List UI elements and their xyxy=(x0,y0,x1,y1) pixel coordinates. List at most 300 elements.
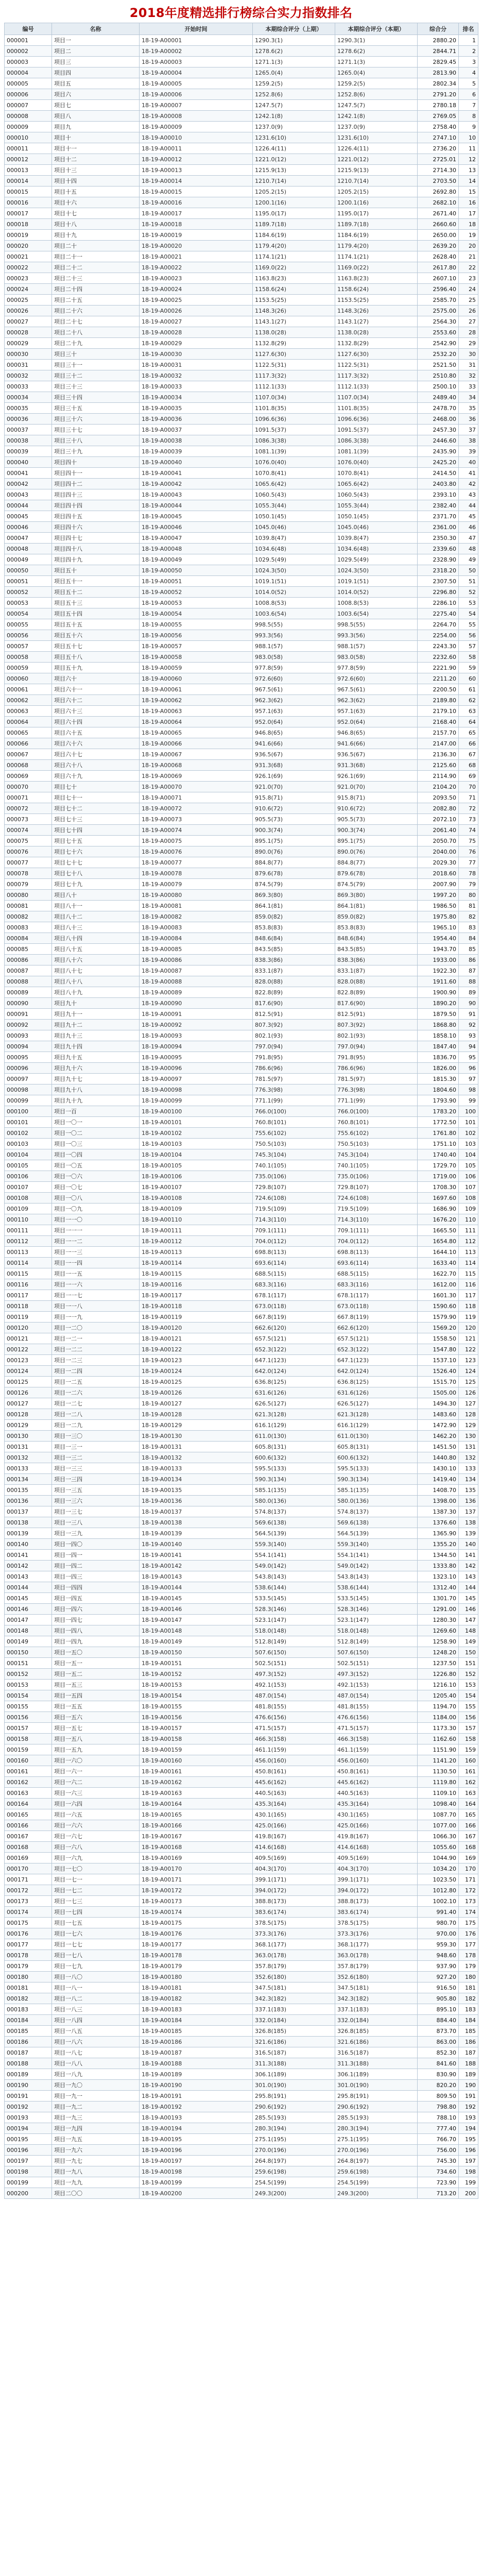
cell-metric2: 1127.6(30) xyxy=(335,349,418,360)
cell-rank: 137 xyxy=(459,1506,478,1517)
cell-metric2: 518.0(148) xyxy=(335,1625,418,1636)
cell-date: 18-19-A00016 xyxy=(140,197,253,208)
cell-name: 项目三十三 xyxy=(52,381,140,392)
cell-score: 1793.90 xyxy=(418,1095,459,1106)
cell-metric1: 781.5(97) xyxy=(253,1074,335,1084)
cell-score: 1472.90 xyxy=(418,1420,459,1431)
cell-date: 18-19-A00182 xyxy=(140,1993,253,2004)
cell-name: 项目五 xyxy=(52,78,140,89)
cell-metric1: 1112.1(33) xyxy=(253,381,335,392)
cell-metric1: 874.5(79) xyxy=(253,879,335,890)
table-row xyxy=(5,1669,478,1680)
table-row xyxy=(5,349,478,360)
cell-metric1: 404.3(170) xyxy=(253,1863,335,1874)
cell-metric2: 1101.8(35) xyxy=(335,403,418,414)
cell-name: 项目八十八 xyxy=(52,976,140,987)
cell-metric2: 1231.6(10) xyxy=(335,132,418,143)
cell-name: 项目一六一 xyxy=(52,1766,140,1777)
cell-score: 1258.90 xyxy=(418,1636,459,1647)
cell-score: 1205.40 xyxy=(418,1690,459,1701)
cell-code: 000137 xyxy=(5,1506,52,1517)
cell-code: 000020 xyxy=(5,241,52,251)
cell-metric2: 936.5(67) xyxy=(335,749,418,760)
cell-score: 1098.40 xyxy=(418,1799,459,1809)
cell-date: 18-19-A00198 xyxy=(140,2166,253,2177)
cell-date: 18-19-A00134 xyxy=(140,1474,253,1485)
cell-date: 18-19-A00084 xyxy=(140,933,253,944)
table-row xyxy=(5,1972,478,1982)
cell-score: 2189.80 xyxy=(418,695,459,706)
cell-score: 1440.80 xyxy=(418,1452,459,1463)
cell-code: 000037 xyxy=(5,425,52,435)
cell-date: 18-19-A00104 xyxy=(140,1149,253,1160)
cell-rank: 62 xyxy=(459,695,478,706)
cell-name: 项目一三七 xyxy=(52,1506,140,1517)
cell-rank: 148 xyxy=(459,1625,478,1636)
cell-metric2: 311.3(188) xyxy=(335,2058,418,2069)
cell-score: 1858.10 xyxy=(418,1030,459,1041)
cell-metric1: 838.3(86) xyxy=(253,955,335,965)
cell-code: 000107 xyxy=(5,1182,52,1193)
cell-metric2: 1184.6(19) xyxy=(335,230,418,241)
cell-rank: 142 xyxy=(459,1561,478,1571)
cell-rank: 23 xyxy=(459,273,478,284)
cell-rank: 92 xyxy=(459,1020,478,1030)
cell-name: 项目一〇二 xyxy=(52,1128,140,1139)
table-row xyxy=(5,1485,478,1496)
table-row xyxy=(5,846,478,857)
cell-name: 项目一八〇 xyxy=(52,1972,140,1982)
cell-rank: 192 xyxy=(459,2102,478,2112)
cell-date: 18-19-A00073 xyxy=(140,814,253,825)
cell-code: 000071 xyxy=(5,792,52,803)
cell-metric1: 864.1(81) xyxy=(253,901,335,911)
cell-metric2: 864.1(81) xyxy=(335,901,418,911)
cell-name: 项目六十九 xyxy=(52,771,140,782)
table-row xyxy=(5,1550,478,1561)
cell-name: 项目一二九 xyxy=(52,1420,140,1431)
cell-name: 项目一九七 xyxy=(52,2156,140,2166)
cell-code: 000191 xyxy=(5,2091,52,2102)
cell-name: 项目一四五 xyxy=(52,1593,140,1604)
cell-rank: 132 xyxy=(459,1452,478,1463)
cell-name: 项目二十七 xyxy=(52,316,140,327)
cell-name: 项目三十五 xyxy=(52,403,140,414)
cell-metric1: 895.1(75) xyxy=(253,836,335,846)
cell-metric1: 559.3(140) xyxy=(253,1539,335,1550)
cell-score: 1355.20 xyxy=(418,1539,459,1550)
cell-score: 2489.40 xyxy=(418,392,459,403)
cell-date: 18-19-A00059 xyxy=(140,663,253,673)
cell-score: 1804.60 xyxy=(418,1084,459,1095)
cell-name: 项目一三八 xyxy=(52,1517,140,1528)
cell-score: 2082.80 xyxy=(418,803,459,814)
table-row xyxy=(5,1734,478,1744)
cell-name: 项目一八五 xyxy=(52,2026,140,2037)
cell-metric2: 285.5(193) xyxy=(335,2112,418,2123)
cell-rank: 84 xyxy=(459,933,478,944)
cell-metric2: 673.0(118) xyxy=(335,1301,418,1312)
cell-date: 18-19-A00003 xyxy=(140,57,253,67)
cell-name: 项目一四七 xyxy=(52,1615,140,1625)
cell-metric1: 662.6(120) xyxy=(253,1323,335,1333)
cell-metric2: 1060.5(43) xyxy=(335,489,418,500)
table-row xyxy=(5,987,478,998)
cell-code: 000043 xyxy=(5,489,52,500)
cell-rank: 105 xyxy=(459,1160,478,1171)
cell-metric1: 456.0(160) xyxy=(253,1755,335,1766)
cell-metric2: 404.3(170) xyxy=(335,1863,418,1874)
cell-rank: 112 xyxy=(459,1236,478,1247)
cell-code: 000165 xyxy=(5,1809,52,1820)
table-row xyxy=(5,1788,478,1799)
cell-rank: 89 xyxy=(459,987,478,998)
cell-metric1: 1050.1(45) xyxy=(253,511,335,522)
cell-metric2: 884.8(77) xyxy=(335,857,418,868)
cell-rank: 195 xyxy=(459,2134,478,2145)
cell-metric2: 1065.6(42) xyxy=(335,479,418,489)
cell-name: 项目一四〇 xyxy=(52,1539,140,1550)
cell-code: 000013 xyxy=(5,165,52,176)
cell-metric1: 1143.1(27) xyxy=(253,316,335,327)
cell-code: 000177 xyxy=(5,1939,52,1950)
cell-code: 000145 xyxy=(5,1593,52,1604)
table-row xyxy=(5,251,478,262)
cell-metric2: 352.6(180) xyxy=(335,1972,418,1982)
cell-name: 项目一五七 xyxy=(52,1723,140,1734)
cell-code: 000159 xyxy=(5,1744,52,1755)
cell-date: 18-19-A00056 xyxy=(140,630,253,641)
cell-date: 18-19-A00199 xyxy=(140,2177,253,2188)
table-row xyxy=(5,1225,478,1236)
cell-metric1: 745.3(104) xyxy=(253,1149,335,1160)
table-row xyxy=(5,392,478,403)
cell-date: 18-19-A00151 xyxy=(140,1658,253,1669)
cell-date: 18-19-A00127 xyxy=(140,1398,253,1409)
cell-score: 1365.90 xyxy=(418,1528,459,1539)
cell-code: 000060 xyxy=(5,673,52,684)
table-row xyxy=(5,1863,478,1874)
cell-score: 1900.90 xyxy=(418,987,459,998)
cell-metric1: 616.1(129) xyxy=(253,1420,335,1431)
cell-metric2: 776.3(98) xyxy=(335,1084,418,1095)
cell-metric1: 1070.8(41) xyxy=(253,468,335,479)
cell-code: 000195 xyxy=(5,2134,52,2145)
table-row xyxy=(5,89,478,100)
cell-date: 18-19-A00115 xyxy=(140,1268,253,1279)
cell-date: 18-19-A00181 xyxy=(140,1982,253,1993)
cell-code: 000171 xyxy=(5,1874,52,1885)
cell-metric2: 1290.3(1) xyxy=(335,35,418,46)
cell-name: 项目二十六 xyxy=(52,306,140,316)
cell-score: 2553.60 xyxy=(418,327,459,338)
cell-date: 18-19-A00077 xyxy=(140,857,253,868)
cell-date: 18-19-A00146 xyxy=(140,1604,253,1615)
cell-metric1: 1163.8(23) xyxy=(253,273,335,284)
cell-name: 项目九十七 xyxy=(52,1074,140,1084)
cell-date: 18-19-A00125 xyxy=(140,1377,253,1387)
cell-date: 18-19-A00023 xyxy=(140,273,253,284)
table-row xyxy=(5,1128,478,1139)
cell-name: 项目四十八 xyxy=(52,544,140,554)
cell-score: 1526.40 xyxy=(418,1366,459,1377)
cell-date: 18-19-A00094 xyxy=(140,1041,253,1052)
cell-metric2: 895.1(75) xyxy=(335,836,418,846)
cell-score: 713.20 xyxy=(418,2188,459,2199)
cell-date: 18-19-A00168 xyxy=(140,1842,253,1853)
cell-code: 000035 xyxy=(5,403,52,414)
cell-score: 2414.50 xyxy=(418,468,459,479)
cell-code: 000174 xyxy=(5,1907,52,1918)
cell-rank: 144 xyxy=(459,1582,478,1593)
cell-name: 项目一七八 xyxy=(52,1950,140,1961)
table-row xyxy=(5,1896,478,1907)
cell-date: 18-19-A00118 xyxy=(140,1301,253,1312)
cell-code: 000109 xyxy=(5,1204,52,1214)
cell-code: 000114 xyxy=(5,1258,52,1268)
cell-score: 1505.00 xyxy=(418,1387,459,1398)
cell-rank: 187 xyxy=(459,2047,478,2058)
cell-code: 000031 xyxy=(5,360,52,370)
cell-metric2: 735.0(106) xyxy=(335,1171,418,1182)
cell-metric1: 1091.5(37) xyxy=(253,425,335,435)
cell-metric1: 476.6(156) xyxy=(253,1712,335,1723)
cell-name: 项目十七 xyxy=(52,208,140,219)
cell-metric1: 683.3(116) xyxy=(253,1279,335,1290)
cell-rank: 184 xyxy=(459,2015,478,2026)
cell-metric1: 481.8(155) xyxy=(253,1701,335,1712)
cell-name: 项目一四六 xyxy=(52,1604,140,1615)
cell-metric1: 549.0(142) xyxy=(253,1561,335,1571)
table-row xyxy=(5,1290,478,1301)
cell-metric2: 1158.6(24) xyxy=(335,284,418,295)
cell-code: 000132 xyxy=(5,1452,52,1463)
cell-rank: 173 xyxy=(459,1896,478,1907)
cell-date: 18-19-A00060 xyxy=(140,673,253,684)
cell-metric2: 1252.8(6) xyxy=(335,89,418,100)
cell-metric1: 347.5(181) xyxy=(253,1982,335,1993)
table-row xyxy=(5,1582,478,1593)
cell-rank: 83 xyxy=(459,922,478,933)
cell-metric2: 388.8(173) xyxy=(335,1896,418,1907)
cell-metric1: 1247.5(7) xyxy=(253,100,335,111)
cell-metric1: 285.5(193) xyxy=(253,2112,335,2123)
cell-name: 项目四十四 xyxy=(52,500,140,511)
cell-code: 000166 xyxy=(5,1820,52,1831)
cell-date: 18-19-A00148 xyxy=(140,1625,253,1636)
cell-code: 000012 xyxy=(5,154,52,165)
cell-metric2: 926.1(69) xyxy=(335,771,418,782)
cell-metric2: 626.5(127) xyxy=(335,1398,418,1409)
cell-rank: 200 xyxy=(459,2188,478,2199)
table-row xyxy=(5,1561,478,1571)
cell-score: 2532.20 xyxy=(418,349,459,360)
cell-metric2: 1174.1(21) xyxy=(335,251,418,262)
cell-rank: 52 xyxy=(459,587,478,598)
cell-date: 18-19-A00162 xyxy=(140,1777,253,1788)
cell-score: 2361.00 xyxy=(418,522,459,533)
cell-score: 1654.80 xyxy=(418,1236,459,1247)
cell-date: 18-19-A00014 xyxy=(140,176,253,187)
cell-date: 18-19-A00013 xyxy=(140,165,253,176)
table-row xyxy=(5,1095,478,1106)
cell-rank: 106 xyxy=(459,1171,478,1182)
cell-metric1: 409.5(169) xyxy=(253,1853,335,1863)
cell-metric2: 569.6(138) xyxy=(335,1517,418,1528)
cell-name: 项目七十六 xyxy=(52,846,140,857)
cell-code: 000106 xyxy=(5,1171,52,1182)
cell-rank: 159 xyxy=(459,1744,478,1755)
cell-score: 1676.20 xyxy=(418,1214,459,1225)
table-row xyxy=(5,338,478,349)
cell-name: 项目一二三 xyxy=(52,1355,140,1366)
cell-score: 1483.60 xyxy=(418,1409,459,1420)
cell-name: 项目一〇九 xyxy=(52,1204,140,1214)
cell-metric2: 771.1(99) xyxy=(335,1095,418,1106)
cell-metric1: 611.0(130) xyxy=(253,1431,335,1442)
cell-name: 项目三十二 xyxy=(52,370,140,381)
cell-score: 1034.20 xyxy=(418,1863,459,1874)
cell-score: 1986.50 xyxy=(418,901,459,911)
cell-metric1: 1259.2(5) xyxy=(253,78,335,89)
cell-metric2: 466.3(158) xyxy=(335,1734,418,1744)
cell-date: 18-19-A00048 xyxy=(140,544,253,554)
cell-metric1: 357.8(179) xyxy=(253,1961,335,1972)
cell-score: 1077.00 xyxy=(418,1820,459,1831)
cell-metric1: 605.8(131) xyxy=(253,1442,335,1452)
cell-score: 1686.90 xyxy=(418,1204,459,1214)
cell-rank: 87 xyxy=(459,965,478,976)
cell-code: 000187 xyxy=(5,2047,52,2058)
cell-metric1: 569.6(138) xyxy=(253,1517,335,1528)
cell-metric2: 797.0(94) xyxy=(335,1041,418,1052)
cell-score: 1761.80 xyxy=(418,1128,459,1139)
cell-name: 项目七十 xyxy=(52,782,140,792)
cell-name: 项目一一〇 xyxy=(52,1214,140,1225)
cell-code: 000017 xyxy=(5,208,52,219)
cell-metric1: 378.5(175) xyxy=(253,1918,335,1928)
cell-metric2: 698.8(113) xyxy=(335,1247,418,1258)
cell-code: 000104 xyxy=(5,1149,52,1160)
cell-metric2: 264.8(197) xyxy=(335,2156,418,2166)
cell-score: 1558.50 xyxy=(418,1333,459,1344)
cell-rank: 90 xyxy=(459,998,478,1009)
cell-metric1: 1008.8(53) xyxy=(253,598,335,608)
cell-code: 000147 xyxy=(5,1615,52,1625)
cell-metric2: 414.6(168) xyxy=(335,1842,418,1853)
cell-rank: 178 xyxy=(459,1950,478,1961)
cell-date: 18-19-A00091 xyxy=(140,1009,253,1020)
table-row xyxy=(5,1907,478,1918)
cell-name: 项目一五三 xyxy=(52,1680,140,1690)
cell-metric1: 905.5(73) xyxy=(253,814,335,825)
table-row xyxy=(5,565,478,576)
cell-name: 项目六十五 xyxy=(52,727,140,738)
cell-rank: 95 xyxy=(459,1052,478,1063)
cell-name: 项目一一四 xyxy=(52,1258,140,1268)
cell-metric2: 1205.2(15) xyxy=(335,187,418,197)
cell-date: 18-19-A00020 xyxy=(140,241,253,251)
cell-date: 18-19-A00195 xyxy=(140,2134,253,2145)
cell-rank: 70 xyxy=(459,782,478,792)
cell-rank: 114 xyxy=(459,1258,478,1268)
cell-metric2: 373.3(176) xyxy=(335,1928,418,1939)
cell-metric2: 704.0(112) xyxy=(335,1236,418,1247)
cell-metric2: 1179.4(20) xyxy=(335,241,418,251)
cell-name: 项目一八八 xyxy=(52,2058,140,2069)
cell-score: 2671.40 xyxy=(418,208,459,219)
table-row xyxy=(5,1452,478,1463)
cell-metric1: 1024.3(50) xyxy=(253,565,335,576)
table-row xyxy=(5,2156,478,2166)
cell-rank: 6 xyxy=(459,89,478,100)
cell-name: 项目一四四 xyxy=(52,1582,140,1593)
cell-metric1: 776.3(98) xyxy=(253,1084,335,1095)
cell-rank: 199 xyxy=(459,2177,478,2188)
cell-metric1: 802.1(93) xyxy=(253,1030,335,1041)
cell-code: 000146 xyxy=(5,1604,52,1615)
cell-code: 000141 xyxy=(5,1550,52,1561)
cell-code: 000028 xyxy=(5,327,52,338)
cell-score: 2628.40 xyxy=(418,251,459,262)
cell-metric1: 512.8(149) xyxy=(253,1636,335,1647)
table-row xyxy=(5,2026,478,2037)
table-row xyxy=(5,1647,478,1658)
cell-score: 1023.50 xyxy=(418,1874,459,1885)
table-row xyxy=(5,1236,478,1247)
table-row xyxy=(5,2091,478,2102)
cell-name: 项目八十一 xyxy=(52,901,140,911)
table-row xyxy=(5,901,478,911)
cell-name: 项目三十一 xyxy=(52,360,140,370)
cell-date: 18-19-A00078 xyxy=(140,868,253,879)
table-row xyxy=(5,749,478,760)
cell-rank: 55 xyxy=(459,619,478,630)
table-row xyxy=(5,1474,478,1485)
cell-code: 000163 xyxy=(5,1788,52,1799)
table-row xyxy=(5,1214,478,1225)
cell-metric2: 1226.4(11) xyxy=(335,143,418,154)
cell-rank: 174 xyxy=(459,1907,478,1918)
cell-rank: 73 xyxy=(459,814,478,825)
cell-metric1: 1148.3(26) xyxy=(253,306,335,316)
cell-code: 000155 xyxy=(5,1701,52,1712)
table-row xyxy=(5,1020,478,1030)
cell-name: 项目一八七 xyxy=(52,2047,140,2058)
cell-score: 2382.40 xyxy=(418,500,459,511)
cell-name: 项目一三五 xyxy=(52,1485,140,1496)
cell-code: 000052 xyxy=(5,587,52,598)
table-row xyxy=(5,316,478,327)
cell-date: 18-19-A00154 xyxy=(140,1690,253,1701)
col-header-metric2: 本期综合评分（本期） xyxy=(335,23,418,35)
cell-name: 项目七十八 xyxy=(52,868,140,879)
table-body xyxy=(5,35,478,2199)
cell-name: 项目二十八 xyxy=(52,327,140,338)
cell-metric2: 642.0(124) xyxy=(335,1366,418,1377)
table-row xyxy=(5,1680,478,1690)
cell-metric2: 688.5(115) xyxy=(335,1268,418,1279)
table-row xyxy=(5,998,478,1009)
cell-metric1: 564.5(139) xyxy=(253,1528,335,1539)
cell-metric2: 1210.7(14) xyxy=(335,176,418,187)
cell-code: 000173 xyxy=(5,1896,52,1907)
cell-metric1: 967.5(61) xyxy=(253,684,335,695)
cell-metric2: 357.8(179) xyxy=(335,1961,418,1972)
cell-name: 项目六 xyxy=(52,89,140,100)
cell-code: 000098 xyxy=(5,1084,52,1095)
cell-rank: 39 xyxy=(459,446,478,457)
